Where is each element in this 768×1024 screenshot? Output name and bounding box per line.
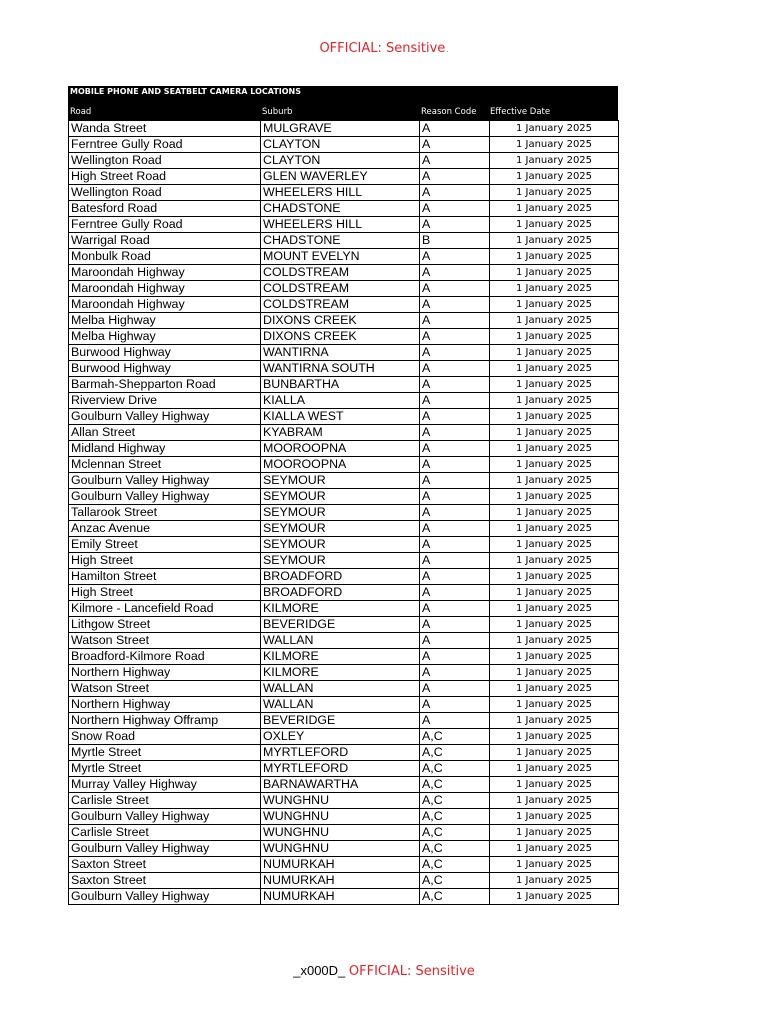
table-title: MOBILE PHONE AND SEATBELT CAMERA LOCATIONS (70, 87, 302, 96)
suburb-cell: SEYMOUR (261, 489, 420, 505)
reason-code-cell: A (420, 713, 490, 729)
suburb-cell: COLDSTREAM (261, 297, 420, 313)
table-row (69, 809, 619, 825)
road-cell: Myrtle Street (69, 761, 261, 777)
table-header (68, 86, 618, 120)
reason-code-cell: A (420, 345, 490, 361)
reason-code-cell: A (420, 329, 490, 345)
reason-code-cell: A,C (420, 825, 490, 841)
table-row (69, 137, 619, 153)
table-row (69, 169, 619, 185)
suburb-cell: CLAYTON (261, 137, 420, 153)
road-cell: Wellington Road (69, 185, 261, 201)
road-cell: Goulburn Valley Highway (69, 889, 261, 905)
suburb-cell: KILMORE (261, 601, 420, 617)
reason-code-cell: A (420, 521, 490, 537)
reason-code-cell: A (420, 281, 490, 297)
effective-date-cell: 1 January 2025 (490, 473, 619, 489)
reason-code-cell: A (420, 201, 490, 217)
table-row (69, 489, 619, 505)
locations-table (68, 120, 619, 905)
reason-code-cell: A,C (420, 745, 490, 761)
reason-code-cell: A (420, 697, 490, 713)
road-cell: Maroondah Highway (69, 281, 261, 297)
reason-code-cell: A (420, 553, 490, 569)
table-row (69, 889, 619, 905)
table-row (69, 345, 619, 361)
reason-code-cell: A,C (420, 761, 490, 777)
table-row (69, 281, 619, 297)
suburb-cell: MOUNT EVELYN (261, 249, 420, 265)
effective-date-cell: 1 January 2025 (490, 121, 619, 137)
road-cell: Carlisle Street (69, 825, 261, 841)
table-row (69, 585, 619, 601)
effective-date-cell: 1 January 2025 (490, 569, 619, 585)
table-row (69, 521, 619, 537)
suburb-cell: WHEELERS HILL (261, 217, 420, 233)
effective-date-cell: 1 January 2025 (490, 521, 619, 537)
effective-date-cell: 1 January 2025 (490, 841, 619, 857)
effective-date-cell: 1 January 2025 (490, 649, 619, 665)
suburb-cell: SEYMOUR (261, 553, 420, 569)
reason-code-cell: A (420, 249, 490, 265)
table-row (69, 745, 619, 761)
suburb-cell: KIALLA (261, 393, 420, 409)
suburb-cell: CLAYTON (261, 153, 420, 169)
road-cell: Melba Highway (69, 329, 261, 345)
suburb-cell: NUMURKAH (261, 873, 420, 889)
road-cell: Northern Highway (69, 665, 261, 681)
table-row (69, 825, 619, 841)
road-cell: Lithgow Street (69, 617, 261, 633)
road-cell: Goulburn Valley Highway (69, 409, 261, 425)
suburb-cell: COLDSTREAM (261, 281, 420, 297)
reason-code-cell: A,C (420, 809, 490, 825)
table-row (69, 649, 619, 665)
effective-date-cell: 1 January 2025 (490, 265, 619, 281)
table-row (69, 153, 619, 169)
table-row (69, 841, 619, 857)
road-cell: Goulburn Valley Highway (69, 841, 261, 857)
suburb-cell: WANTIRNA SOUTH (261, 361, 420, 377)
road-cell: Goulburn Valley Highway (69, 809, 261, 825)
table-row (69, 665, 619, 681)
suburb-cell: SEYMOUR (261, 505, 420, 521)
effective-date-cell: 1 January 2025 (490, 537, 619, 553)
table-row (69, 633, 619, 649)
suburb-cell: SEYMOUR (261, 521, 420, 537)
table-row (69, 313, 619, 329)
effective-date-cell: 1 January 2025 (490, 617, 619, 633)
road-cell: Allan Street (69, 425, 261, 441)
footer-classification-label: OFFICIAL: Sensitive (348, 964, 475, 979)
effective-date-cell: 1 January 2025 (490, 313, 619, 329)
classification-label: OFFICIAL: Sensitive (319, 41, 446, 56)
suburb-cell: KILMORE (261, 665, 420, 681)
reason-code-cell: A (420, 409, 490, 425)
effective-date-cell: 1 January 2025 (490, 825, 619, 841)
effective-date-cell: 1 January 2025 (490, 185, 619, 201)
road-cell: Saxton Street (69, 873, 261, 889)
effective-date-cell: 1 January 2025 (490, 777, 619, 793)
effective-date-cell: 1 January 2025 (490, 393, 619, 409)
footer-code: _x000D_ (293, 963, 346, 978)
table-row (69, 857, 619, 873)
reason-code-cell: A (420, 473, 490, 489)
road-cell: Maroondah Highway (69, 265, 261, 281)
suburb-cell: BEVERIDGE (261, 713, 420, 729)
table-row (69, 729, 619, 745)
effective-date-cell: 1 January 2025 (490, 329, 619, 345)
suburb-cell: MULGRAVE (261, 121, 420, 137)
suburb-cell: DIXONS CREEK (261, 329, 420, 345)
road-cell: Northern Highway (69, 697, 261, 713)
table-row (69, 297, 619, 313)
reason-code-cell: A (420, 505, 490, 521)
table-row (69, 329, 619, 345)
column-header-suburb: Suburb (262, 107, 293, 117)
table-row (69, 121, 619, 137)
effective-date-cell: 1 January 2025 (490, 281, 619, 297)
reason-code-cell: A (420, 441, 490, 457)
road-cell: Anzac Avenue (69, 521, 261, 537)
reason-code-cell: A (420, 585, 490, 601)
suburb-cell: COLDSTREAM (261, 265, 420, 281)
effective-date-cell: 1 January 2025 (490, 809, 619, 825)
road-cell: Watson Street (69, 681, 261, 697)
effective-date-cell: 1 January 2025 (490, 441, 619, 457)
table-row (69, 201, 619, 217)
reason-code-cell: A (420, 313, 490, 329)
road-cell: Emily Street (69, 537, 261, 553)
suburb-cell: WUNGHNU (261, 809, 420, 825)
table-row (69, 393, 619, 409)
column-header-reason-code: Reason Code (421, 107, 477, 117)
suburb-cell: GLEN WAVERLEY (261, 169, 420, 185)
table-row (69, 553, 619, 569)
reason-code-cell: A (420, 137, 490, 153)
road-cell: Maroondah Highway (69, 297, 261, 313)
reason-code-cell: A (420, 569, 490, 585)
suburb-cell: CHADSTONE (261, 201, 420, 217)
road-cell: Burwood Highway (69, 345, 261, 361)
suburb-cell: WALLAN (261, 633, 420, 649)
table-row (69, 873, 619, 889)
reason-code-cell: A (420, 185, 490, 201)
effective-date-cell: 1 January 2025 (490, 457, 619, 473)
reason-code-cell: A,C (420, 857, 490, 873)
suburb-cell: SEYMOUR (261, 473, 420, 489)
reason-code-cell: A,C (420, 889, 490, 905)
effective-date-cell: 1 January 2025 (490, 297, 619, 313)
effective-date-cell: 1 January 2025 (490, 153, 619, 169)
road-cell: Hamilton Street (69, 569, 261, 585)
table-row (69, 569, 619, 585)
reason-code-cell: A (420, 649, 490, 665)
reason-code-cell: A (420, 425, 490, 441)
reason-code-cell: A (420, 457, 490, 473)
effective-date-cell: 1 January 2025 (490, 505, 619, 521)
suburb-cell: BROADFORD (261, 569, 420, 585)
suburb-cell: WUNGHNU (261, 825, 420, 841)
suburb-cell: KIALLA WEST (261, 409, 420, 425)
reason-code-cell: A (420, 153, 490, 169)
suburb-cell: BARNAWARTHA (261, 777, 420, 793)
suburb-cell: SEYMOUR (261, 537, 420, 553)
effective-date-cell: 1 January 2025 (490, 793, 619, 809)
column-header-effective-date: Effective Date (490, 107, 551, 117)
reason-code-cell: A (420, 361, 490, 377)
suburb-cell: MOOROOPNA (261, 441, 420, 457)
road-cell: Midland Highway (69, 441, 261, 457)
road-cell: High Street Road (69, 169, 261, 185)
table-row (69, 777, 619, 793)
road-cell: Wellington Road (69, 153, 261, 169)
reason-code-cell: A,C (420, 841, 490, 857)
road-cell: Melba Highway (69, 313, 261, 329)
effective-date-cell: 1 January 2025 (490, 665, 619, 681)
road-cell: Ferntree Gully Road (69, 217, 261, 233)
table-row (69, 761, 619, 777)
effective-date-cell: 1 January 2025 (490, 633, 619, 649)
effective-date-cell: 1 January 2025 (490, 233, 619, 249)
suburb-cell: CHADSTONE (261, 233, 420, 249)
table-row (69, 217, 619, 233)
road-cell: Goulburn Valley Highway (69, 473, 261, 489)
reason-code-cell: A,C (420, 873, 490, 889)
reason-code-cell: A,C (420, 777, 490, 793)
road-cell: Snow Road (69, 729, 261, 745)
suburb-cell: WANTIRNA (261, 345, 420, 361)
effective-date-cell: 1 January 2025 (490, 681, 619, 697)
suburb-cell: WALLAN (261, 697, 420, 713)
reason-code-cell: A,C (420, 793, 490, 809)
road-cell: Riverview Drive (69, 393, 261, 409)
table-row (69, 361, 619, 377)
suburb-cell: BUNBARTHA (261, 377, 420, 393)
suburb-cell: OXLEY (261, 729, 420, 745)
suburb-cell: KYABRAM (261, 425, 420, 441)
effective-date-cell: 1 January 2025 (490, 137, 619, 153)
reason-code-cell: A (420, 393, 490, 409)
table-row (69, 697, 619, 713)
table-row (69, 617, 619, 633)
road-cell: Ferntree Gully Road (69, 137, 261, 153)
reason-code-cell: A (420, 617, 490, 633)
effective-date-cell: 1 January 2025 (490, 489, 619, 505)
suburb-cell: NUMURKAH (261, 857, 420, 873)
road-cell: High Street (69, 553, 261, 569)
reason-code-cell: A (420, 121, 490, 137)
road-cell: Warrigal Road (69, 233, 261, 249)
table-row (69, 793, 619, 809)
table-row (69, 681, 619, 697)
effective-date-cell: 1 January 2025 (490, 201, 619, 217)
table-row (69, 377, 619, 393)
column-header-road: Road (70, 107, 92, 117)
road-cell: Kilmore - Lancefield Road (69, 601, 261, 617)
suburb-cell: NUMURKAH (261, 889, 420, 905)
effective-date-cell: 1 January 2025 (490, 873, 619, 889)
reason-code-cell: A (420, 265, 490, 281)
road-cell: High Street (69, 585, 261, 601)
effective-date-cell: 1 January 2025 (490, 889, 619, 905)
road-cell: Northern Highway Offramp (69, 713, 261, 729)
road-cell: Watson Street (69, 633, 261, 649)
suburb-cell: MOOROOPNA (261, 457, 420, 473)
reason-code-cell: A (420, 489, 490, 505)
table-row (69, 185, 619, 201)
road-cell: Monbulk Road (69, 249, 261, 265)
table-row (69, 233, 619, 249)
suburb-cell: MYRTLEFORD (261, 745, 420, 761)
road-cell: Wanda Street (69, 121, 261, 137)
effective-date-cell: 1 January 2025 (490, 761, 619, 777)
classification-footer (0, 963, 768, 979)
reason-code-cell: A,C (420, 729, 490, 745)
effective-date-cell: 1 January 2025 (490, 345, 619, 361)
road-cell: Myrtle Street (69, 745, 261, 761)
reason-code-cell: A (420, 217, 490, 233)
effective-date-cell: 1 January 2025 (490, 553, 619, 569)
table-row (69, 249, 619, 265)
table-row (69, 505, 619, 521)
reason-code-cell: A (420, 377, 490, 393)
effective-date-cell: 1 January 2025 (490, 697, 619, 713)
reason-code-cell: A (420, 537, 490, 553)
suburb-cell: BROADFORD (261, 585, 420, 601)
road-cell: Barmah-Shepparton Road (69, 377, 261, 393)
road-cell: Goulburn Valley Highway (69, 489, 261, 505)
effective-date-cell: 1 January 2025 (490, 585, 619, 601)
road-cell: Murray Valley Highway (69, 777, 261, 793)
table-row (69, 537, 619, 553)
suburb-cell: MYRTLEFORD (261, 761, 420, 777)
road-cell: Carlisle Street (69, 793, 261, 809)
effective-date-cell: 1 January 2025 (490, 217, 619, 233)
road-cell: Mclennan Street (69, 457, 261, 473)
effective-date-cell: 1 January 2025 (490, 713, 619, 729)
table-row (69, 409, 619, 425)
table-row (69, 713, 619, 729)
suburb-cell: BEVERIDGE (261, 617, 420, 633)
road-cell: Saxton Street (69, 857, 261, 873)
reason-code-cell: A (420, 633, 490, 649)
effective-date-cell: 1 January 2025 (490, 729, 619, 745)
effective-date-cell: 1 January 2025 (490, 745, 619, 761)
reason-code-cell: A (420, 681, 490, 697)
suburb-cell: DIXONS CREEK (261, 313, 420, 329)
table-row (69, 601, 619, 617)
effective-date-cell: 1 January 2025 (490, 249, 619, 265)
reason-code-cell: A (420, 169, 490, 185)
suburb-cell: KILMORE (261, 649, 420, 665)
table-row (69, 425, 619, 441)
table-row (69, 265, 619, 281)
table-row (69, 457, 619, 473)
effective-date-cell: 1 January 2025 (490, 409, 619, 425)
reason-code-cell: A (420, 297, 490, 313)
suburb-cell: WUNGHNU (261, 841, 420, 857)
effective-date-cell: 1 January 2025 (490, 169, 619, 185)
effective-date-cell: 1 January 2025 (490, 361, 619, 377)
effective-date-cell: 1 January 2025 (490, 857, 619, 873)
suburb-cell: WALLAN (261, 681, 420, 697)
table-row (69, 441, 619, 457)
table-row (69, 473, 619, 489)
suburb-cell: WHEELERS HILL (261, 185, 420, 201)
camera-locations-sheet (68, 86, 618, 905)
classification-header (0, 41, 768, 56)
suburb-cell: WUNGHNU (261, 793, 420, 809)
effective-date-cell: 1 January 2025 (490, 377, 619, 393)
reason-code-cell: A (420, 601, 490, 617)
road-cell: Burwood Highway (69, 361, 261, 377)
effective-date-cell: 1 January 2025 (490, 425, 619, 441)
road-cell: Broadford-Kilmore Road (69, 649, 261, 665)
classification-dot: . (446, 46, 449, 54)
reason-code-cell: A (420, 665, 490, 681)
road-cell: Batesford Road (69, 201, 261, 217)
road-cell: Tallarook Street (69, 505, 261, 521)
reason-code-cell: B (420, 233, 490, 249)
table-body (69, 121, 619, 905)
effective-date-cell: 1 January 2025 (490, 601, 619, 617)
